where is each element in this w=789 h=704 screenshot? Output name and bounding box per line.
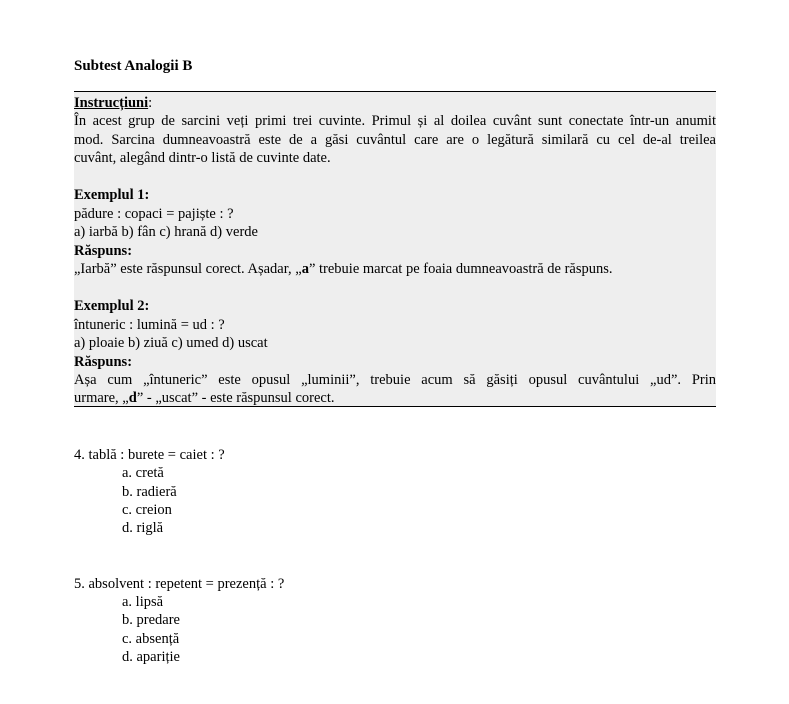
instructions-heading-colon: : xyxy=(148,95,153,111)
example2-answer-text-2: ” - „uscat” - este răspunsul corect. xyxy=(136,390,335,406)
question-5-option-c: c. absență xyxy=(122,631,180,647)
example1-problem: pădure : copaci = pajiște : ? xyxy=(74,206,234,222)
example2-heading: Exemplul 2: xyxy=(74,298,150,314)
instructions-text-line-3: cuvânt, alegând dintr-o listă de cuvinte date. xyxy=(74,150,331,166)
instructions-heading: Instrucțiuni xyxy=(74,95,149,111)
question-4-option-c: c. creion xyxy=(122,502,172,518)
instructions-heading-line xyxy=(74,94,152,113)
question-5-option-a: a. lipsă xyxy=(122,594,164,610)
example2-answer-text-1: urmare, „ xyxy=(74,390,129,406)
example1-answer-text-1: „Iarbă” este răspunsul corect. Așadar, „ xyxy=(74,261,302,277)
example1-answer-heading: Răspuns: xyxy=(74,243,133,259)
example1-options: a) iarbă b) fân c) hrană d) verde xyxy=(74,224,258,240)
example2-options: a) ploaie b) ziuă c) umed d) uscat xyxy=(74,335,268,351)
example2-answer-heading: Răspuns: xyxy=(74,354,133,370)
question-4-option-a: a. cretă xyxy=(122,465,164,481)
example2-problem: întuneric : lumină = ud : ? xyxy=(74,317,225,333)
example1-answer-letter: a xyxy=(301,261,309,277)
instructions-text-line-1: În acest grup de sarcini veți primi trei cuvinte. Primul și al doilea cuvânt sunt conectate într-un anumit xyxy=(74,113,716,129)
example1-heading: Exemplul 1: xyxy=(74,187,150,203)
instructions-text-line-2: mod. Sarcina dumneavoastră este de a găsi cuvântul care are o legătură similară cu cel de-al treilea xyxy=(74,132,716,148)
question-5-option-b: b. predare xyxy=(122,612,180,628)
question-4-option-b: b. radieră xyxy=(122,484,177,500)
page-title: Subtest Analogii B xyxy=(74,58,193,74)
example2-answer-letter: d xyxy=(128,390,137,406)
example1-answer-text-2: ” trebuie marcat pe foaia dumneavoastră de răspuns. xyxy=(308,261,613,277)
question-5-prompt: 5. absolvent : repetent = prezență : ? xyxy=(74,576,285,592)
example2-answer-line-1: Așa cum „întuneric” este opusul „luminii”, trebuie acum să găsiți opusul cuvântului „ud”. Prin xyxy=(74,372,716,388)
example1-answer xyxy=(74,260,613,279)
example2-answer-line-2 xyxy=(74,389,335,408)
question-5-option-d: d. apariție xyxy=(122,649,180,665)
question-4-prompt: 4. tablă : burete = caiet : ? xyxy=(74,447,225,463)
question-4-option-d: d. riglă xyxy=(122,520,164,536)
